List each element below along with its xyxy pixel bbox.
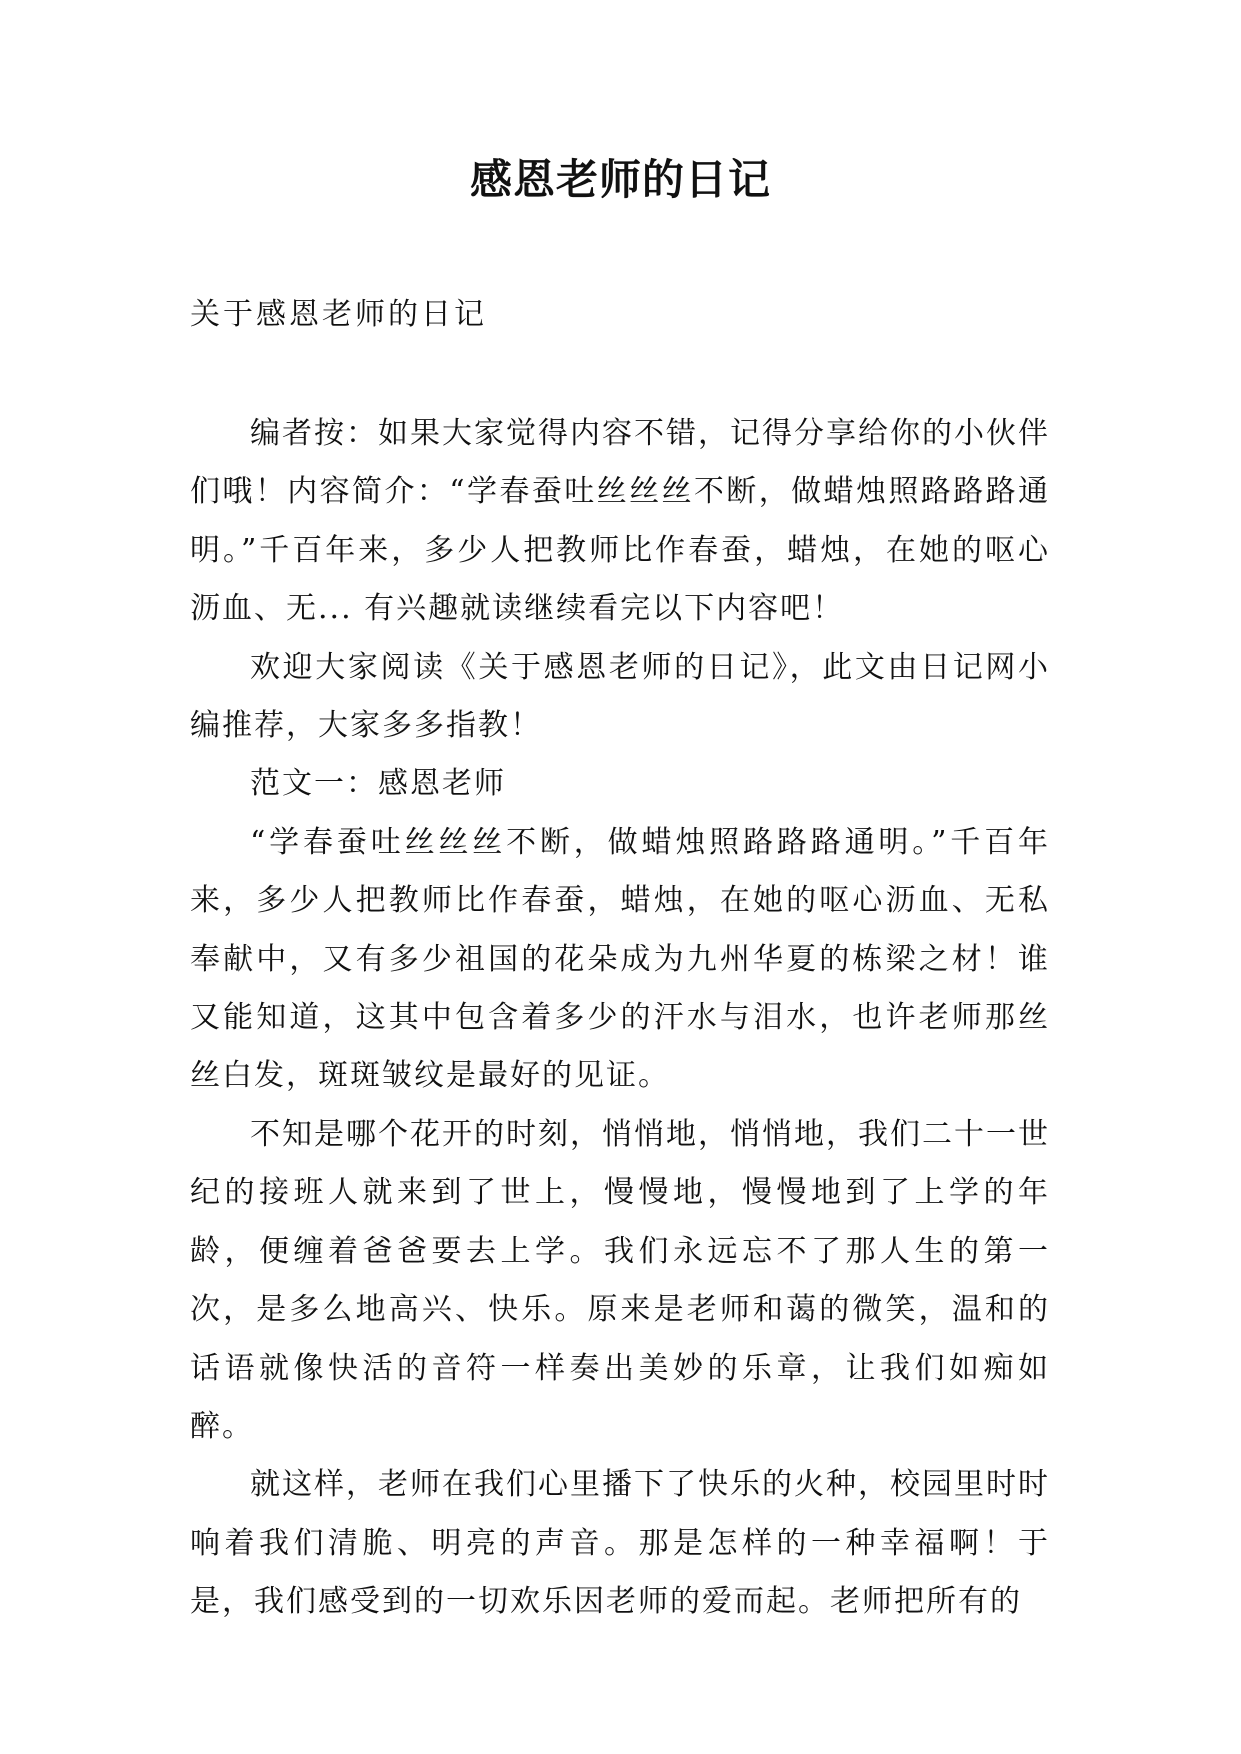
paragraph-body: 不知是哪个花开的时刻，悄悄地，悄悄地，我们二十一世纪的接班人就来到了世上，慢慢地，慢慢地到了上学的年龄，便缠着爸爸要去上学。我们永远忘不了那人生的第一次，是多么地高兴、快乐。原来是老师和蔼的微笑，温和的话语就像快活的音符一样奏出美妙的乐章，让我们如痴如醉。: [190, 1116, 1050, 1444]
document-body: [190, 405, 1050, 1632]
paragraph-body: 就这样，老师在我们心里播下了快乐的火种，校园里时时响着我们清脆、明亮的声音。那是怎样的一种幸福啊！于是，我们感受到的一切欢乐因老师的爱而起。老师把所有的: [190, 1467, 1050, 1620]
document-title: 感恩老师的日记: [469, 155, 771, 204]
paragraph-welcome: 欢迎大家阅读《关于感恩老师的日记》，此文由日记网小编推荐，大家多多指教！: [190, 649, 1050, 744]
paragraph-editor-note: 编者按：如果大家觉得内容不错，记得分享给你的小伙伴们哦！内容简介：“学春蚕吐丝丝丝不断，做蜡烛照路路路通明。”千百年来，多少人把教师比作春蚕，蜡烛，在她的呕心沥血、无... 有兴趣就读继续看完以下内容吧！: [190, 416, 1050, 627]
paragraph-body: “学春蚕吐丝丝丝不断，做蜡烛照路路路通明。”千百年来，多少人把教师比作春蚕，蜡烛，在她的呕心沥血、无私奉献中，又有多少祖国的花朵成为九州华夏的栋梁之材！谁又能知道，这其中包含着多少的汗水与泪水，也许老师那丝丝白发，斑斑皱纹是最好的见证。: [190, 824, 1050, 1094]
document-subtitle: 关于感恩老师的日记: [190, 297, 487, 332]
paragraph-sample-heading: 范文一：感恩老师: [250, 766, 506, 802]
